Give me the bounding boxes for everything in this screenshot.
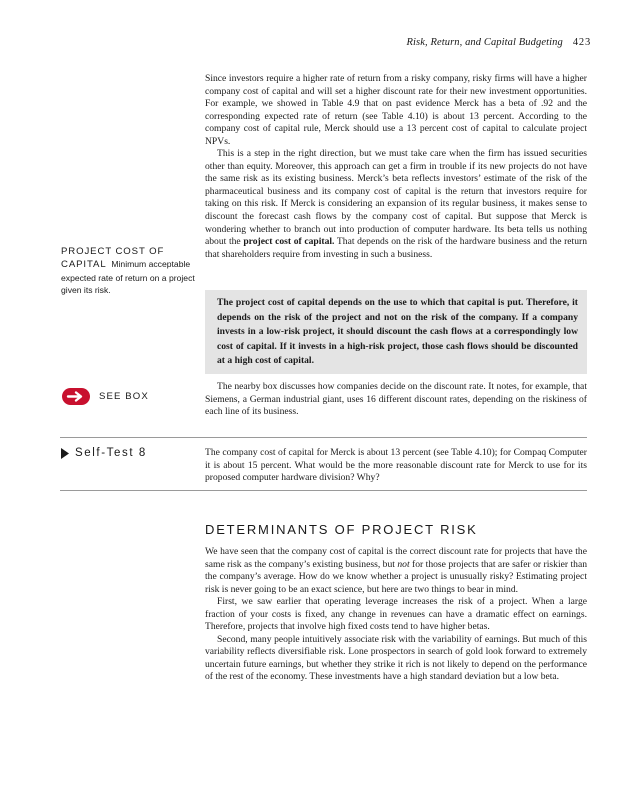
section-paragraph-1 bbox=[205, 546, 587, 596]
running-header bbox=[407, 37, 591, 48]
section-p1-emphasis: not bbox=[397, 558, 410, 570]
section-heading: DETERMINANTS OF PROJECT RISK bbox=[205, 522, 478, 537]
self-test-title: Self-Test 8 bbox=[75, 447, 147, 459]
self-test-bottom-rule bbox=[60, 490, 587, 491]
see-box-label: SEE BOX bbox=[99, 391, 149, 402]
intro-paragraph-1: Since investors require a higher rate of return from a risky company, risky firms will have a higher company cost of capital and will set a higher discount rate for their new investment opportunities. For example, we showed in Table 4.9 that on past evidence Merck has a beta of .92 and the corresponding expected rate of return (see Table 4.10) is about 13 percent. According to the company cost of capital rule, Merck should use a 13 percent cost of capital to calculate project NPVs. bbox=[205, 73, 587, 147]
margin-term: PROJECT COST OF CAPITAL bbox=[61, 246, 165, 271]
self-test-top-rule bbox=[60, 437, 587, 438]
self-test-label bbox=[61, 447, 147, 459]
intro-text bbox=[205, 73, 587, 261]
intro-paragraph-2-tail: That depends on the risk of the hardware business and the return that shareholders require from investing in such a business. bbox=[205, 236, 588, 260]
intro-paragraph-2 bbox=[205, 148, 587, 261]
triangle-right-icon bbox=[61, 448, 69, 459]
section-paragraph-2: First, we saw earlier that operating leverage increases the risk of a project. When a large fraction of your costs is fixed, any change in revenues can have a dramatic effect on earnings. Therefore, projects that involve high fixed costs tend to have higher betas. bbox=[205, 596, 587, 633]
see-box-marker bbox=[61, 387, 149, 406]
section-paragraph-3: Second, many people intuitively associate risk with the variability of earnings. But much of this variability reflects diversifiable risk. Lone prospectors in search of gold look forward to extremely uncertain future earnings, but whether they strike it rich is not likely to depend on the performance of the rest of the economy. These investments have a high standard deviation but a low beta. bbox=[205, 633, 587, 683]
project-cost-of-capital-term: project cost of capital. bbox=[243, 236, 335, 248]
section-p1-start: We have seen that the company cost of capital is the correct discount rate for projects that have the same risk as the company’s existing business, but bbox=[205, 546, 587, 570]
see-box-paragraph bbox=[205, 381, 587, 419]
self-test-question bbox=[205, 447, 587, 485]
see-box-text: The nearby box discusses how companies decide on the discount rate. It notes, for example, that Siemens, a German industrial giant, uses 16 different discount rates, depending on the riskiness of each line of its business. bbox=[205, 381, 587, 418]
self-test-text: The company cost of capital for Merck is about 13 percent (see Table 4.10); for Compaq Computer it is about 15 percent. What would be the more reasonable discount rate for Merck to use for its proposed computer hardware division? Why? bbox=[205, 447, 587, 484]
key-point-callout: The project cost of capital depends on the use to which that capital is put. Therefore, it depends on the risk of the project and not on the risk of the company. If a company invests in a low-risk project, it should discount the cash flows at a correspondingly low cost of capital. If it invests in a high-risk project, those cash flows should be discounted at a high cost of capital. bbox=[205, 290, 587, 374]
section-p1-end: for those projects that are safer or riskier than the company’s average. How do we know whether a project is unusually risky? Estimating project risk is never going to be an exact science, but here are two things to bear in mind. bbox=[205, 558, 588, 595]
page-number: 423 bbox=[572, 37, 591, 48]
arrow-right-icon bbox=[61, 387, 91, 406]
section-body bbox=[205, 546, 587, 684]
running-title: Risk, Return, and Capital Budgeting bbox=[406, 37, 563, 48]
margin-definition bbox=[61, 245, 195, 296]
intro-paragraph-2-text: This is a step in the right direction, but we must take care when the firm has issued securities other than equity. Moreover, this approach can get a firm in trouble if its new projects do not have the same risk as its existing business. Merck’s beta reflects investors’ estimate of the risk of the pharmaceutical business and its company cost of capital is the return that investors require for taking on this risk. If Merck is considering an expansion of its regular business, it makes sense to discount the forecast cash flows by the company cost of capital. But suppose that Merck is wondering whether to branch out into production of computer hardware. Its beta tells us nothing about the bbox=[205, 148, 587, 248]
margin-definition-text: Minimum acceptable expected rate of return on a project given its risk. bbox=[61, 259, 195, 295]
